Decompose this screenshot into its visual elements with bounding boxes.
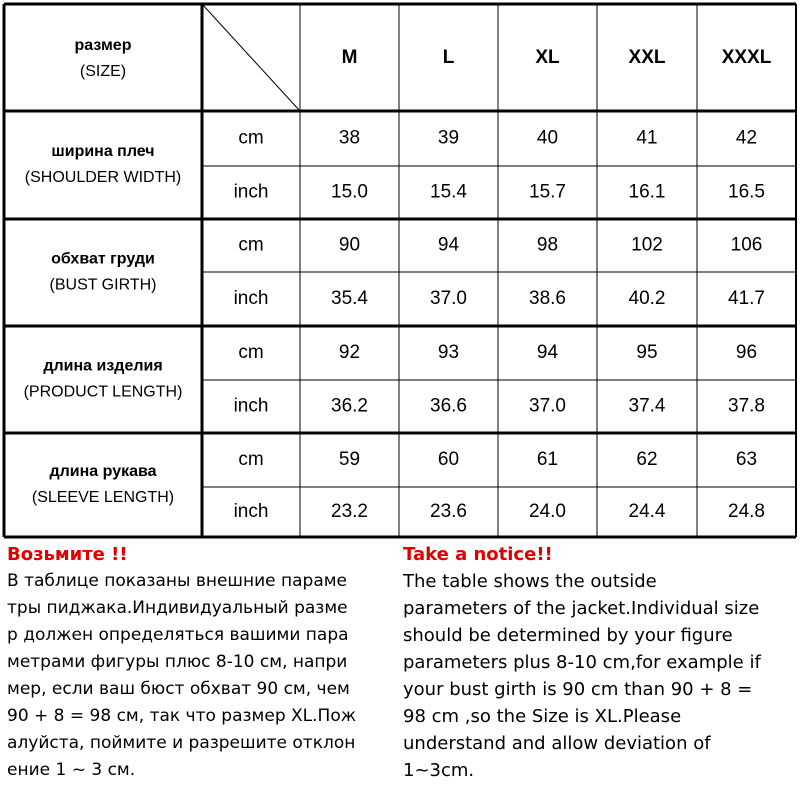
unit-label: inch — [233, 395, 269, 417]
notice-en-line: 1~3cm. — [403, 760, 475, 781]
notice-ru-title: Возьмите !! — [7, 544, 128, 565]
notice-ru-line: метрами фигуры плюс 8-10 см, напри — [7, 652, 348, 672]
measurement-value: 98 — [536, 234, 559, 256]
unit-label: inch — [233, 288, 269, 310]
measurement-value: 42 — [735, 127, 758, 149]
measurement-value: 93 — [437, 342, 460, 364]
measurement-value: 15.0 — [331, 181, 368, 203]
notice-en-line: should be determined by your figure — [403, 625, 733, 646]
measurement-name-ru: ширина плеч — [51, 143, 155, 161]
size-column-label: L — [442, 47, 455, 69]
notice-en — [403, 539, 798, 784]
measurement-value: 63 — [735, 449, 758, 471]
measurement-value: 39 — [437, 127, 460, 149]
unit-label: inch — [233, 181, 269, 203]
measurement-name-en: (BUST GIRTH) — [49, 276, 157, 294]
notice-ru-line: 90 + 8 = 98 см, так что размер XL.Пож — [7, 706, 357, 726]
measurement-value: 40.2 — [628, 288, 666, 310]
unit-label: cm — [238, 127, 264, 149]
measurement-value: 40 — [536, 127, 559, 149]
notice-en-title: Take a notice!! — [403, 544, 553, 565]
unit-label: cm — [238, 342, 264, 364]
notice-en-line: parameters of the jacket.Individual size — [403, 598, 760, 619]
measurement-value: 16.1 — [628, 181, 666, 203]
measurement-value: 24.4 — [628, 501, 666, 523]
measurement-value: 37.4 — [628, 395, 666, 417]
notice-en-line: understand and allow deviation of — [403, 733, 711, 754]
measurement-value: 23.2 — [331, 501, 368, 523]
size-column-label: XXXL — [721, 47, 772, 69]
measurement-value: 23.6 — [430, 501, 467, 523]
measurement-name-ru: длина рукава — [49, 463, 157, 481]
header-diagonal — [202, 4, 300, 111]
measurement-value: 38.6 — [529, 288, 566, 310]
size-column-label: XL — [535, 47, 560, 69]
size-header-en: (SIZE) — [79, 63, 127, 81]
measurement-value: 36.6 — [430, 395, 467, 417]
size-header-ru: размер — [74, 37, 132, 55]
measurement-value: 24.8 — [728, 501, 765, 523]
measurement-value: 41.7 — [728, 288, 765, 310]
notice-ru-line: тры пиджака.Индивидуальный разме — [7, 598, 348, 618]
measurement-value: 41 — [636, 127, 658, 149]
measurement-value: 24.0 — [529, 501, 566, 523]
measurement-name-en: (SLEEVE LENGTH) — [31, 489, 175, 507]
measurement-value: 35.4 — [331, 288, 368, 310]
unit-label: cm — [238, 449, 264, 471]
notice-en-line: your bust girth is 90 cm than 90 + 8 = — [403, 679, 753, 700]
notice-en-line: 98 cm ,so the Size is XL.Please — [403, 706, 682, 727]
measurement-value: 94 — [437, 234, 460, 256]
notice-ru-line: алуйста, поймите и разрешите отклон — [7, 733, 356, 753]
measurement-value: 60 — [437, 449, 460, 471]
measurement-value: 37.0 — [529, 395, 566, 417]
measurement-value: 61 — [536, 449, 559, 471]
notice-ru — [7, 539, 397, 784]
measurement-value: 102 — [631, 234, 663, 256]
measurement-value: 37.0 — [430, 288, 467, 310]
measurement-value: 16.5 — [728, 181, 765, 203]
size-column-label: M — [341, 47, 358, 69]
notice-ru-line: мер, если ваш бюст обхват 90 см, чем — [7, 679, 350, 699]
measurement-value: 95 — [636, 342, 658, 364]
measurement-name-en: (SHOULDER WIDTH) — [24, 169, 182, 187]
measurement-value: 90 — [338, 234, 361, 256]
measurement-value: 92 — [338, 342, 361, 364]
notice-en-line: The table shows the outside — [403, 571, 657, 592]
notice-ru-line: р должен определяться вашими пара — [7, 625, 349, 645]
measurement-value: 38 — [338, 127, 361, 149]
measurement-value: 96 — [735, 342, 758, 364]
unit-label: inch — [233, 501, 269, 523]
measurement-name-ru: длина изделия — [43, 357, 163, 375]
measurement-value: 15.4 — [430, 181, 467, 203]
notice-en-line: parameters plus 8-10 cm,for example if — [403, 652, 761, 673]
notice-ru-line: В таблице показаны внешние параме — [7, 571, 348, 591]
measurement-value: 15.7 — [529, 181, 566, 203]
measurement-value: 37.8 — [728, 395, 765, 417]
size-column-label: XXL — [628, 47, 666, 69]
measurement-value: 59 — [338, 449, 361, 471]
measurement-value: 94 — [536, 342, 559, 364]
table-grid — [4, 4, 796, 537]
measurement-name-ru: обхват груди — [51, 250, 155, 268]
measurement-name-en: (PRODUCT LENGTH) — [23, 383, 183, 401]
notice-ru-line: ение 1 ~ 3 см. — [7, 760, 136, 780]
unit-label: cm — [238, 234, 264, 256]
measurement-value: 106 — [730, 234, 763, 256]
measurement-value: 62 — [636, 449, 658, 471]
measurement-value: 36.2 — [331, 395, 368, 417]
